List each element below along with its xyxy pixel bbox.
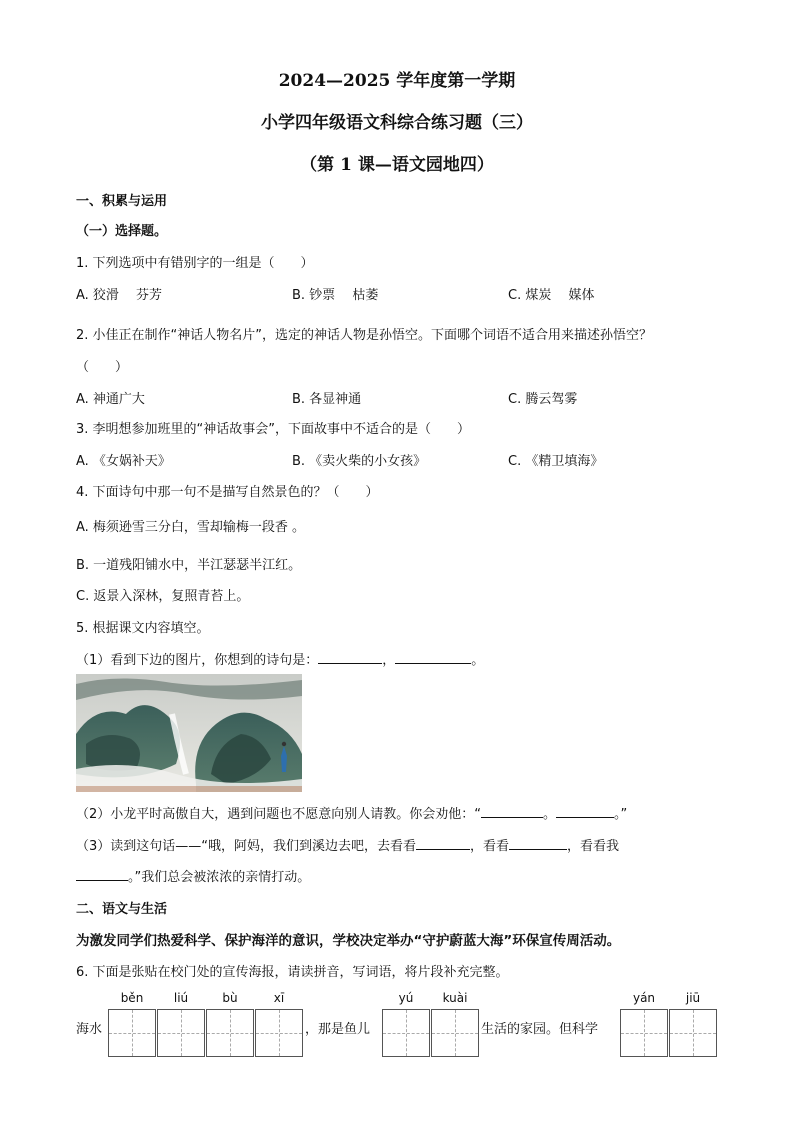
pinyin-label: yú [398, 991, 414, 1005]
pinyin-label: běn [120, 991, 144, 1005]
q1-option-c: C. 煤炭 媒体 [508, 288, 595, 303]
q5-part2-mid: 。 [543, 807, 557, 822]
section-2-heading: 二、语文与生活 [76, 902, 168, 917]
q5-part1-comma: ， [382, 653, 396, 668]
pinyin-label: yán [632, 991, 656, 1005]
q2-stem: 2. 小佳正在制作“神话人物名片”，选定的神话人物是孙悟空。下面哪个词语不适合用来描述孙悟空？ [76, 328, 653, 343]
q2-option-b: B. 各显神通 [292, 392, 362, 407]
writing-grid-cell[interactable] [108, 1009, 156, 1057]
q3-option-c: C. 《精卫填海》 [508, 454, 604, 469]
q5-part1-end: 。 [471, 653, 485, 668]
q5-part3-cont [76, 866, 310, 885]
writing-grid-cell[interactable] [382, 1009, 430, 1057]
q5-part3-mid1: ，看看 [470, 839, 510, 854]
q5-part3-mid2: ，看看我 [567, 839, 620, 854]
exam-year-title: 2024—2025 学年度第一学期 [278, 71, 516, 91]
answer-blank[interactable] [509, 837, 567, 850]
q6-text-c: 生活的家园。但科学 [481, 1022, 599, 1037]
pinyin-label: liú [173, 991, 189, 1005]
exam-title: 小学四年级语文科综合练习题（三） [261, 113, 533, 133]
q1-option-a: A. 狡滑 芬芳 [76, 288, 163, 303]
q5-stem: 5. 根据课文内容填空。 [76, 621, 210, 636]
q2-option-a: A. 神通广大 [76, 392, 145, 407]
q4-option-c: C. 返景入深林，复照青苔上。 [76, 589, 250, 604]
q5-part3-end: 。”我们总会被浓浓的亲情打动。 [128, 870, 311, 885]
landscape-painting [76, 674, 302, 792]
answer-blank[interactable] [481, 805, 543, 818]
answer-blank[interactable] [395, 651, 471, 664]
pinyin-label: kuài [442, 991, 468, 1005]
q5-part3 [76, 835, 619, 854]
q6-text-b: ，那是鱼儿 [305, 1022, 371, 1037]
q3-option-b: B. 《卖火柴的小女孩》 [292, 454, 427, 469]
answer-blank[interactable] [318, 651, 382, 664]
writing-grid-cell[interactable] [431, 1009, 479, 1057]
q6-stem: 6. 下面是张贴在校门处的宣传海报，请读拼音，写词语，将片段补充完整。 [76, 965, 509, 980]
writing-grid-cell[interactable] [255, 1009, 303, 1057]
q5-part2-text: （2）小龙平时高傲自大，遇到问题也不愿意向别人请教。你会劝他：“ [76, 807, 482, 822]
pinyin-label: xī [273, 991, 285, 1005]
writing-grid-cell[interactable] [206, 1009, 254, 1057]
answer-blank[interactable] [416, 837, 470, 850]
q4-stem: 4. 下面诗句中那一句不是描写自然景色的？（ ） [76, 485, 379, 500]
exam-scope: （第 1 课—语文园地四） [300, 155, 494, 175]
q3-stem: 3. 李明想参加班里的“神话故事会”，下面故事中不适合的是（ ） [76, 422, 471, 437]
q1-option-b: B. 钞票 枯萎 [292, 288, 379, 303]
answer-blank[interactable] [556, 805, 614, 818]
q5-part3-text: （3）读到这句话——“哦，阿妈，我们到溪边去吧，去看看 [76, 839, 417, 854]
q1-stem: 1. 下列选项中有错别字的一组是（ ） [76, 256, 314, 271]
pinyin-label: jiū [685, 991, 701, 1005]
writing-grid-cell[interactable] [157, 1009, 205, 1057]
q4-option-b: B. 一道残阳铺水中，半江瑟瑟半江红。 [76, 558, 302, 573]
q4-option-a: A. 梅须逊雪三分白，雪却输梅一段香 。 [76, 520, 306, 535]
landscape-painting-svg [76, 674, 302, 792]
subsection-choice-heading: （一）选择题。 [76, 224, 168, 239]
pinyin-label: bù [222, 991, 238, 1005]
writing-grid-cell[interactable] [620, 1009, 668, 1057]
section-1-heading: 一、积累与运用 [76, 194, 168, 209]
q6-text-a: 海水 [76, 1022, 103, 1037]
q5-part2 [76, 803, 627, 822]
writing-grid-cell[interactable] [669, 1009, 717, 1057]
q2-option-c: C. 腾云驾雾 [508, 392, 578, 407]
q5-part1-text: （1）看到下边的图片，你想到的诗句是： [76, 653, 319, 668]
q5-part1 [76, 649, 484, 668]
q3-option-a: A. 《女娲补天》 [76, 454, 171, 469]
q2-stem-cont: （ ） [76, 360, 129, 375]
activity-intro: 为激发同学们热爱科学、保护海洋的意识，学校决定举办“守护蔚蓝大海”环保宣传周活动。 [76, 933, 621, 949]
answer-blank[interactable] [76, 868, 128, 881]
q5-part2-end: 。” [614, 807, 628, 822]
